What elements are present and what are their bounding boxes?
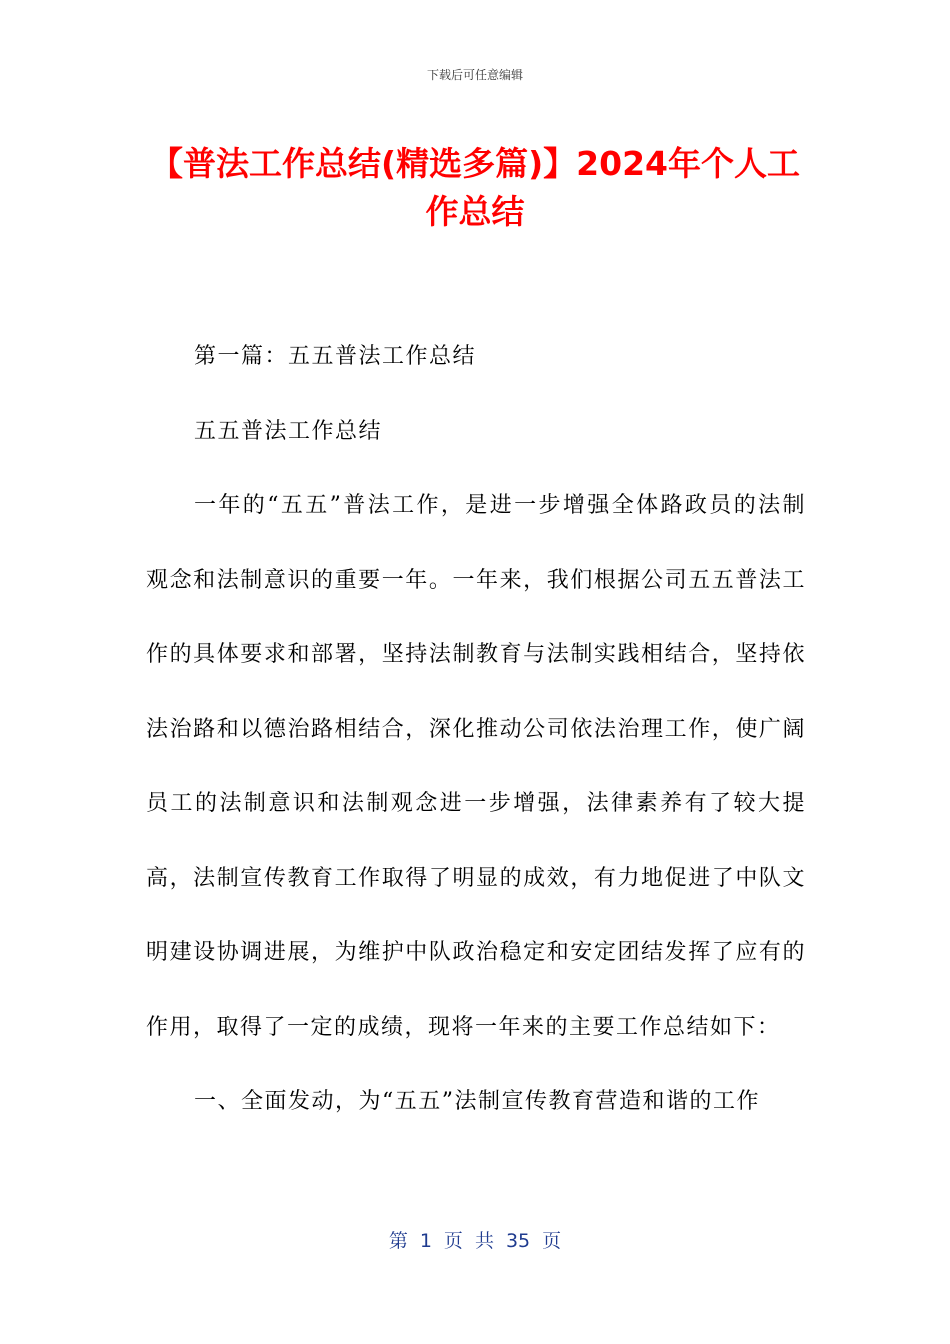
document-body <box>146 320 806 1140</box>
document-title: 【普法工作总结(精选多篇)】2024年个人工作总结 <box>149 144 800 231</box>
header-note: 下载后可任意编辑 <box>426 68 523 82</box>
page-suffix: 页 <box>542 1230 562 1252</box>
page-footer <box>0 1226 950 1253</box>
body-paragraph: 一年的“五五”普法工作，是进一步增强全体路政员的法制观念和法制意识的重要一年。一年来，我们根据公司五五普法工作的具体要求和部署，坚持法制教育与法制实践相结合，坚持依法治路和以德治路相结合，深化推动公司依法治理工作，使广阔员工的法制意识和法制观念进一步增强，法律素养有了较大提高，法制宣传教育工作取得了明显的成效，有力地促进了中队文明建设协调进展，为维护中队政治稳定和安定团结发挥了应有的作用，取得了一定的成绩，现将一年来的主要工作总结如下： <box>146 493 806 1040</box>
page-prefix: 第 <box>388 1230 408 1252</box>
page-number: 1 <box>419 1230 432 1252</box>
total-pages: 35 <box>505 1230 531 1252</box>
page-mid: 页 共 <box>443 1230 494 1252</box>
section-heading: 第一篇：五五普法工作总结 <box>194 344 477 369</box>
list-heading: 一、全面发动，为“五五”法制宣传教育营造和谐的工作 <box>194 1089 760 1114</box>
subsection-heading: 五五普法工作总结 <box>194 418 383 444</box>
